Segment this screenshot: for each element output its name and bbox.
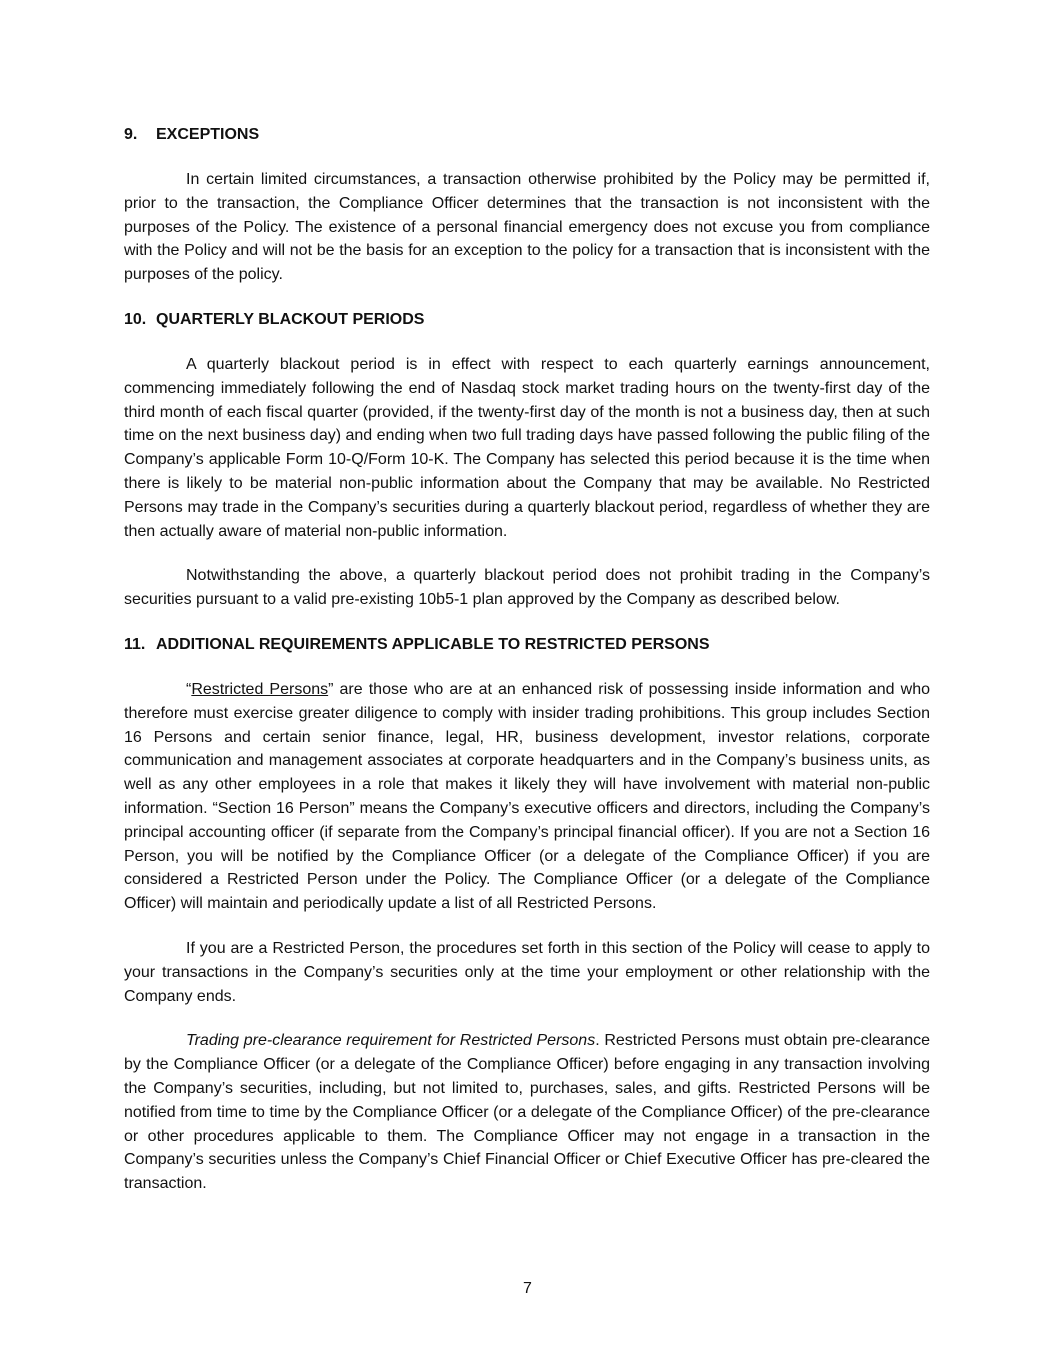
document-page <box>124 123 930 1217</box>
section-11-paragraph-1 <box>124 678 930 916</box>
page-number: 7 <box>523 1280 532 1297</box>
section-number: 10. <box>124 310 147 328</box>
section-10-paragraph-1: A quarterly blackout period is in effect with respect to each quarterly earnings announcement, commencing immediately following the end of Nasdaq stock market trading hours on the twenty-first day of the third month of each fiscal quarter (provided, if the twenty-first day of the month is not a business day, then at such time on the next business day) and ending when two full trading days have passed following the public filing of the Company’s applicable Form 10-Q/Form 10-K. The Company has selected this period because it is the time when there is likely to be material non-public information about the Company that may be available. No Restricted Persons may trade in the Company’s securities during a quarterly blackout period, regardless of whether they are then actually aware of material non-public information. <box>124 355 930 540</box>
section-11-paragraph-2: If you are a Restricted Person, the procedures set forth in this section of the Policy will cease to apply to your transactions in the Company’s securities only at the time your employment or other relationship with the Company ends. <box>124 939 930 1005</box>
section-11-heading <box>124 633 930 657</box>
section-number: 9. <box>124 126 138 143</box>
section-10-heading <box>124 308 930 332</box>
section-title: EXCEPTIONS <box>156 126 260 143</box>
section-title: ADDITIONAL REQUIREMENTS APPLICABLE TO RESTRICTED PERSONS <box>156 635 710 653</box>
section-9-paragraph: In certain limited circumstances, a transaction otherwise prohibited by the Policy may be permitted if, prior to the transaction, the Compliance Officer determines that the transaction is not inconsistent with the purposes of the Policy. The existence of a personal financial emergency does not excuse you from compliance with the Policy and will not be the basis for an exception to the policy for a transaction that is inconsistent with the purposes of the policy. <box>124 171 930 284</box>
preclearance-body: . Restricted Persons must obtain pre-clearance by the Compliance Officer (or a delegate of the Compliance Officer) before engaging in any transaction involving the Company’s securities, including, but not limited to, purchases, sales, and gifts. Restricted Persons will be notified from time to time by the Compliance Officer (or a delegate of the Compliance Officer) of the pre-clearance or other procedures applicable to them. The Compliance Officer may not engage in a transaction in the Company’s securities unless the Company’s Chief Financial Officer or Chief Executive Officer has pre-cleared the transaction. <box>124 1032 930 1193</box>
open-quote: “ <box>186 680 192 698</box>
section-11-paragraph-3 <box>124 1029 930 1196</box>
defined-term-restricted-persons: Restricted Persons <box>191 680 329 698</box>
section-9-heading <box>124 123 930 147</box>
section-number: 11. <box>124 635 146 653</box>
section-10-paragraph-2: Notwithstanding the above, a quarterly blackout period does not prohibit trading in the Company’s securities pursuant to a valid pre-existing 10b5-1 plan approved by the Company as described below. <box>124 567 930 609</box>
section-title: QUARTERLY BLACKOUT PERIODS <box>156 310 425 328</box>
defined-term-body: ” are those who are at an enhanced risk of possessing inside information and who therefore must exercise greater diligence to comply with insider trading prohibitions. This group includes Section 16 Persons and certain senior finance, legal, HR, business development, investor relations, corporate communication and management associates at corporate headquarters and in the Company’s business units, as well as any other employees in a role that makes it likely they will have involvement with material non-public information. “Section 16 Person” means the Company’s executive officers and directors, including the Company’s principal accounting officer (if separate from the Company’s principal financial officer). If you are not a Section 16 Person, you will be notified by the Compliance Officer (or a delegate of the Compliance Officer) if you are considered a Restricted Person under the Policy. The Compliance Officer (or a delegate of the Compliance Officer) will maintain and periodically update a list of all Restricted Persons. <box>124 680 930 913</box>
preclearance-subheading: Trading pre-clearance requirement for Restricted Persons <box>186 1032 596 1050</box>
